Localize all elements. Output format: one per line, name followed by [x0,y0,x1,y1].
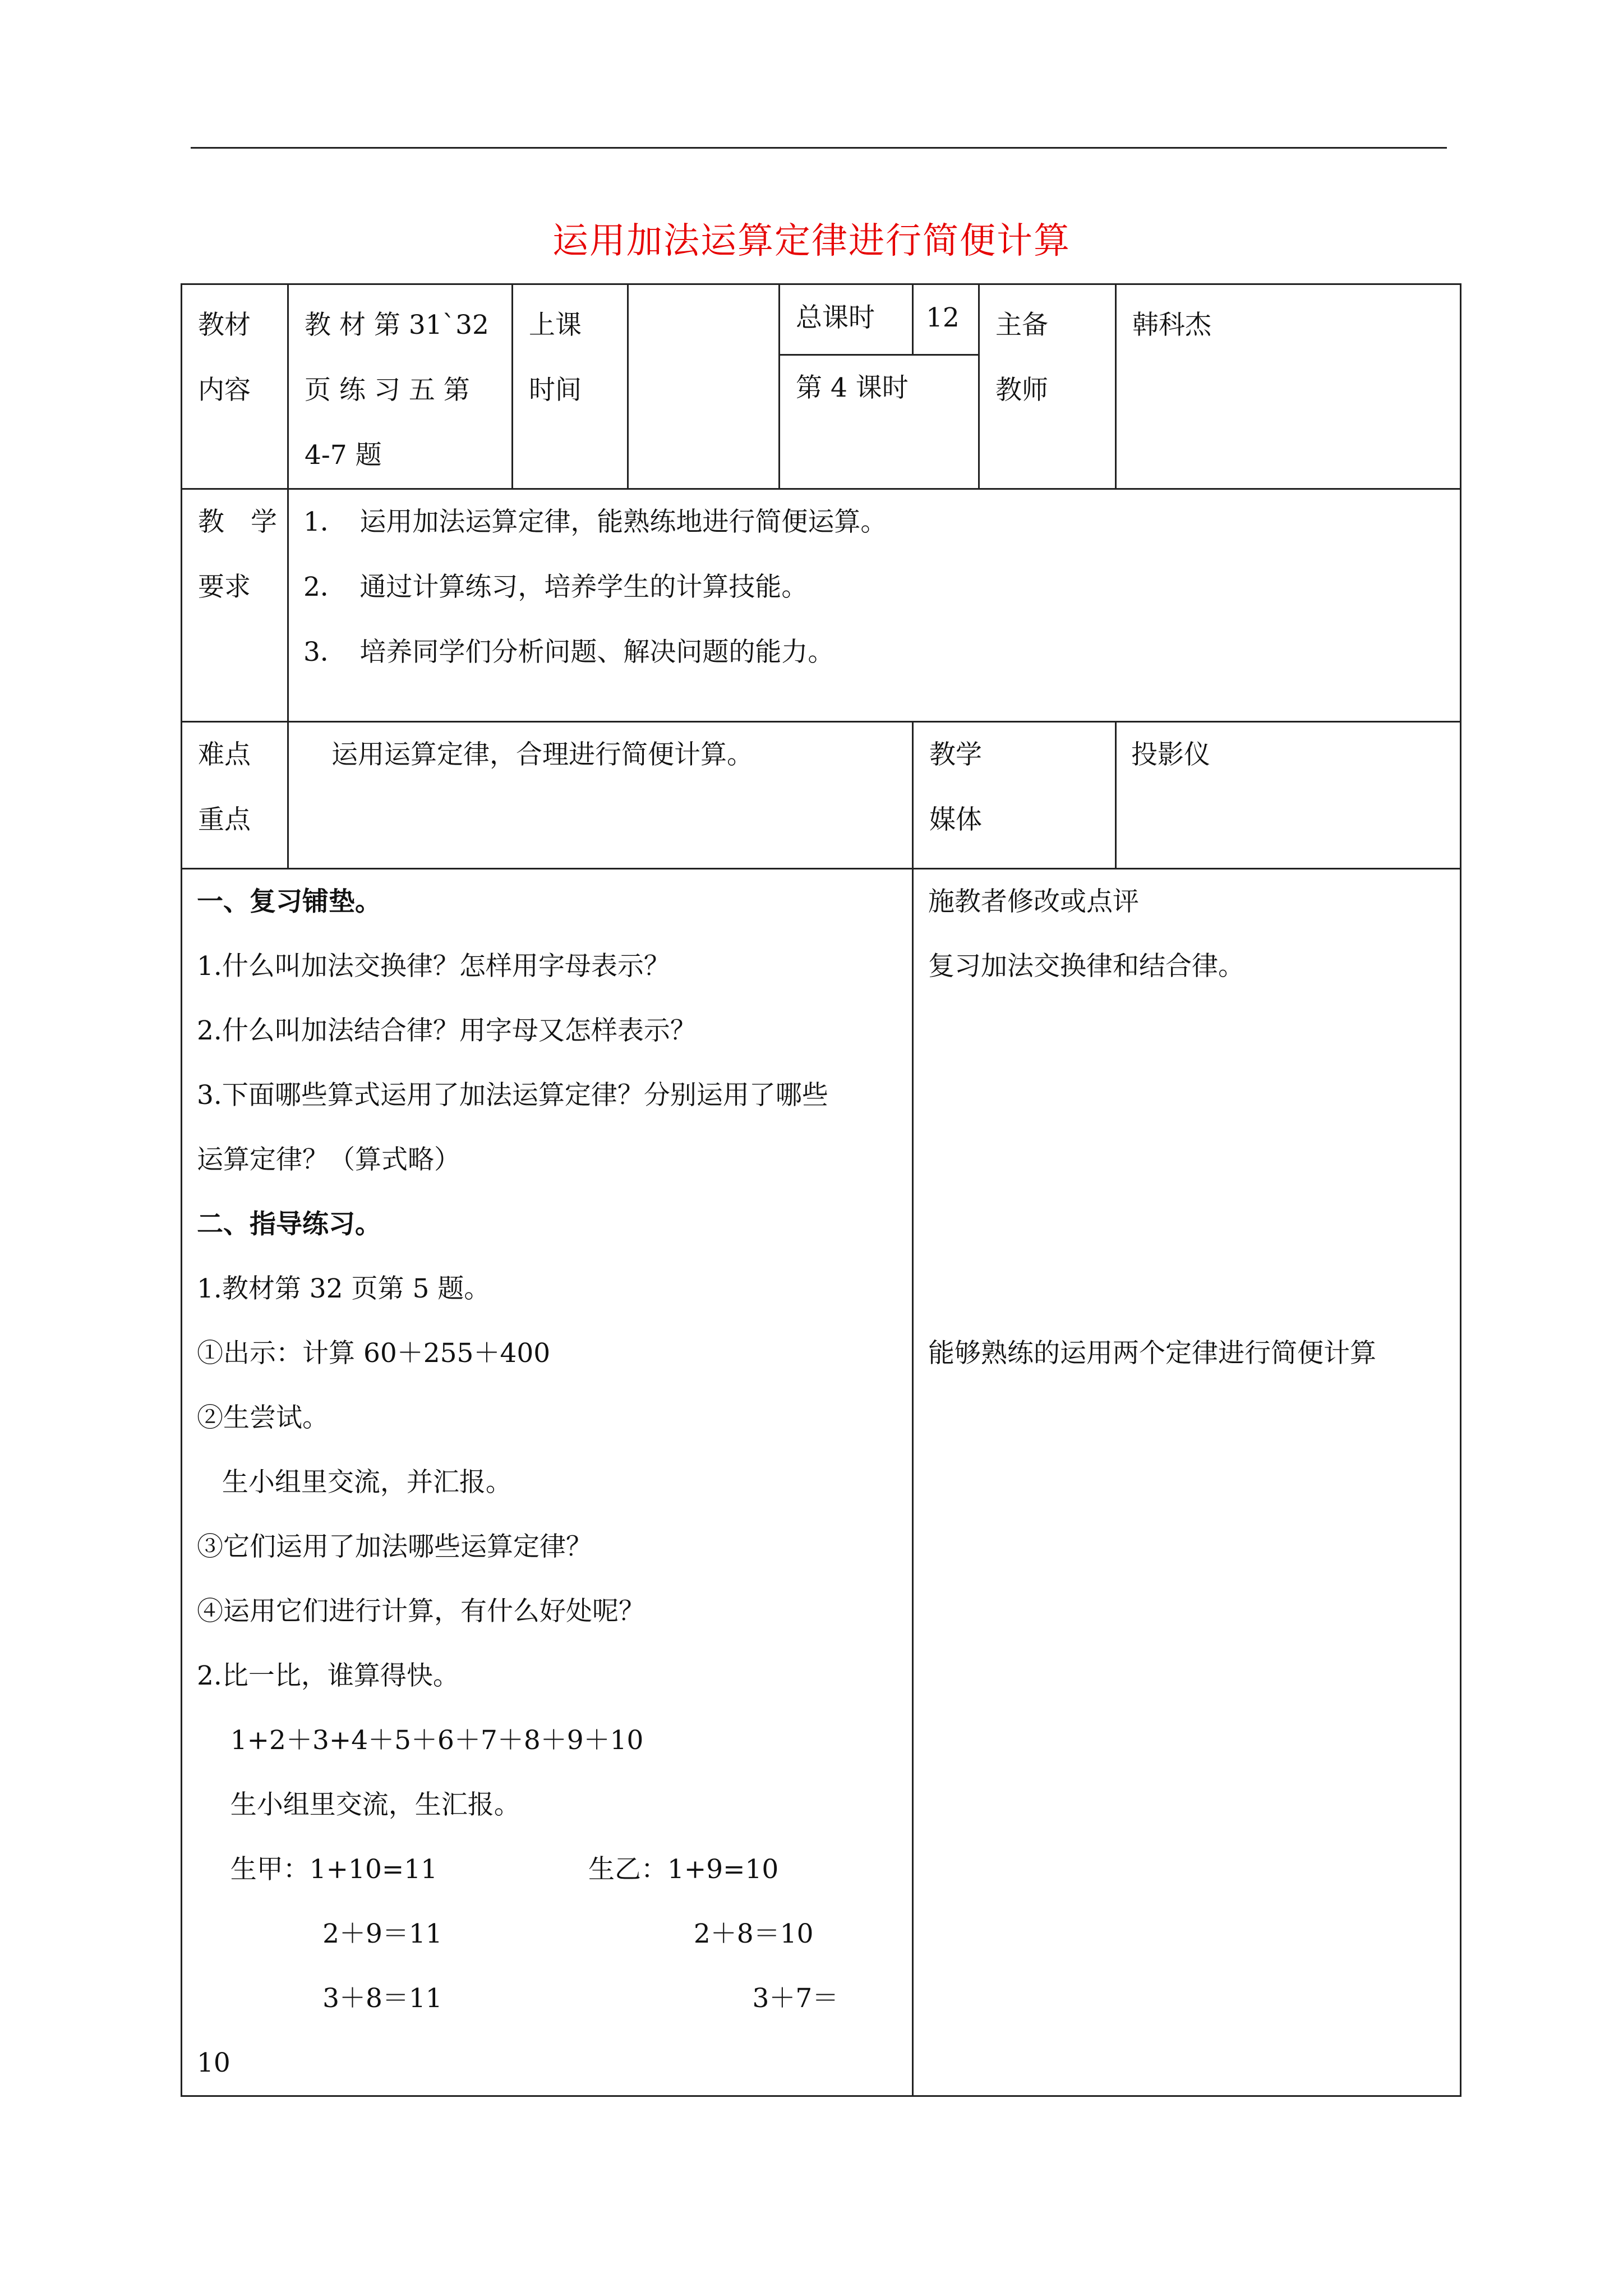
material-value-line: 页 练 习 五 第 [305,375,470,406]
focus-label-cell [182,722,288,869]
teacher-label: 教师 [995,375,1048,406]
section-heading: 一、复习铺垫。 [197,886,381,917]
class-time-label: 时间 [529,375,582,406]
process-line: 3＋8＝11 3＋7＝ [197,1983,839,2014]
teacher-label-cell [979,284,1116,489]
header-rule [191,147,1447,149]
total-hours-label-cell [780,284,913,355]
process-line: 1.教材第 32 页第 5 题。 [197,1273,491,1304]
media-value: 投影仪 [1131,739,1210,770]
material-value-line: 4-7 题 [305,440,382,471]
notes-cell [913,869,1461,2096]
requirement-item: 3． 培养同学们分析问题、解决问题的能力。 [303,637,834,668]
section-heading: 二、指导练习。 [197,1209,381,1240]
process-line: ④运用它们进行计算，有什么好处呢？ [197,1596,645,1627]
class-time-label: 上课 [529,310,582,341]
material-label: 内容 [198,375,251,406]
note-line: 复习加法交换律和结合律。 [928,951,1244,982]
teacher-label: 主备 [995,310,1048,341]
process-line: 生甲：1+10=11 生乙：1+9=10 [197,1854,779,1885]
process-line: 2.比一比，谁算得快。 [197,1660,459,1691]
media-label: 教学 [929,739,982,770]
focus-label: 难点 [198,739,251,770]
media-value-cell [1116,722,1461,869]
requirement-item: 1． 运用加法运算定律，能熟练地进行简便运算。 [303,507,887,537]
process-line: 10 [197,2047,230,2078]
class-time-value [629,285,778,293]
teacher-value: 韩科杰 [1132,310,1211,341]
process-line: ①出示：计算 60＋255＋400 [197,1338,551,1369]
material-value-cell [288,284,513,489]
total-hours-value: 12 [926,302,960,333]
process-line: 运算定律？（算式略） [197,1144,460,1175]
requirement-item: 2． 通过计算练习，培养学生的计算技能。 [303,572,808,602]
notes-header: 施教者修改或点评 [928,886,1139,917]
class-time-value-cell [628,284,780,489]
process-line: 1.什么叫加法交换律？怎样用字母表示？ [197,951,670,982]
media-label: 媒体 [929,804,982,835]
requirements-content-cell [288,489,1461,722]
class-time-label-cell [513,284,628,489]
process-cell [182,869,913,2096]
requirements-label: 要求 [198,572,251,602]
process-line: 2.什么叫加法结合律？用字母又怎样表示？ [197,1015,697,1046]
process-line: ③它们运用了加法哪些运算定律？ [197,1531,592,1562]
material-label-cell [182,284,288,489]
process-line: 生小组里交流，生汇报。 [197,1789,520,1820]
teacher-value-cell [1116,284,1461,489]
lesson-number: 第 4 课时 [796,372,909,403]
process-line: 3.下面哪些算式运用了加法运算定律？分别运用了哪些 [197,1080,828,1111]
process-line: 2＋9＝11 2＋8＝10 [197,1918,814,1949]
focus-value: 运用运算定律，合理进行简便计算。 [331,739,753,770]
notes-spacer [928,999,1446,1321]
total-hours-value-cell [913,284,979,355]
note-line: 能够熟练的运用两个定律进行简便计算 [928,1338,1376,1369]
requirements-label: 教 学 [198,507,277,537]
media-label-cell [913,722,1116,869]
lesson-plan-table [181,283,1461,2097]
process-line: 生小组里交流，并汇报。 [197,1467,512,1498]
focus-content-cell [288,722,913,869]
process-line: 1+2＋3+4＋5＋6＋7＋8＋9＋10 [197,1725,644,1756]
material-value-line: 教 材 第 31`32 [305,310,489,341]
document-title: 运用加法运算定律进行简便计算 [552,220,1071,262]
material-label: 教材 [198,310,251,341]
focus-label: 重点 [198,804,251,835]
process-line: ②生尝试。 [197,1402,329,1433]
total-hours-label: 总课时 [796,302,875,333]
requirements-label-cell [182,489,288,722]
lesson-number-cell [780,355,979,489]
